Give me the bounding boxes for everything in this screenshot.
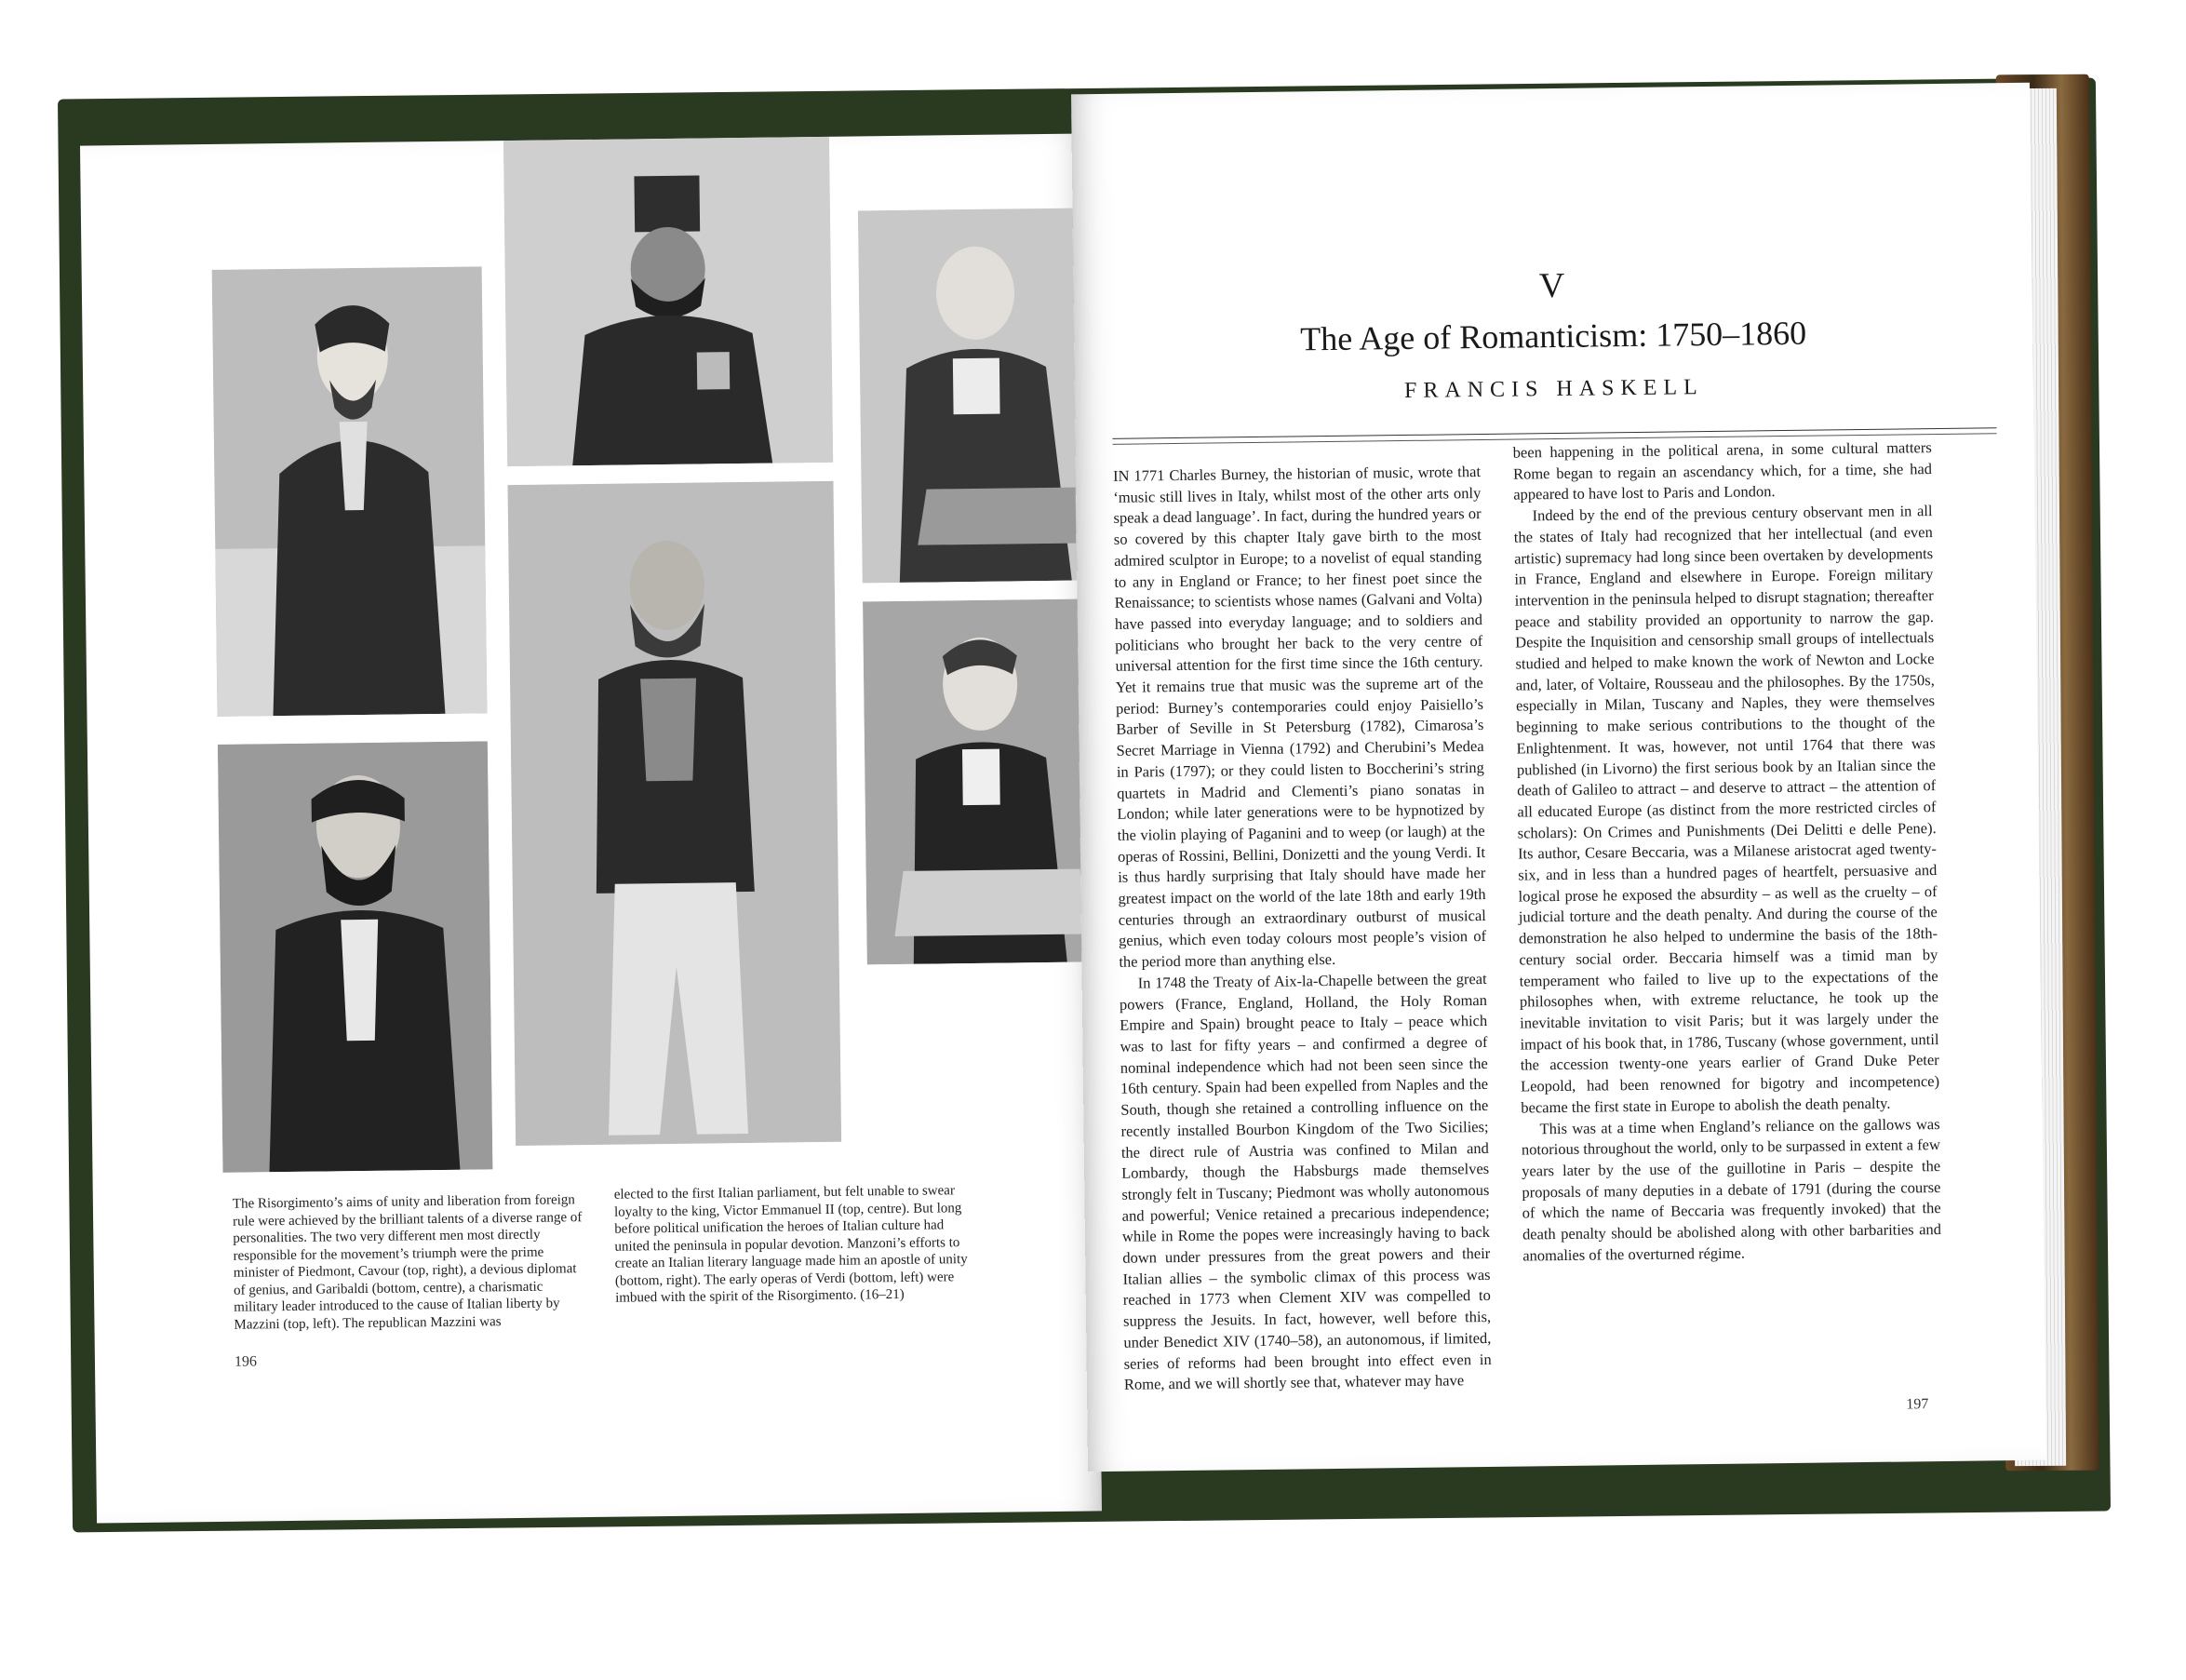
portrait-cavour: [858, 208, 1091, 583]
paragraph: IN 1771 Charles Burney, the historian of music, wrote that ‘music still lives in Italy, whilst most of the other arts only speak a dead language’. In fact, during the hundred years or so covered by this chapter Italy gave birth to the most admired sculptor in Europe; to a novelist of equal standing to any in England or France; to her finest poet since the Renaissance; to scientists whose names (Galvani and Volta) have passed into everyday language; and to soldiers and politicians who brought her back to the very centre of universal attention for the first time since the 16th century. Yet it remains true that music was the supreme art of the period: Burney’s contemporaries could enjoy Paisiello’s Barber of Seville in St Petersburg (1782), Cimarosa’s Secret Marriage in Vienna (1792) and Cherubini’s Medea in Paris (1797); or they could listen to Boccherini’s string quartets in Madrid and Clementi’s piano sonatas in London; while later generations were to be hypnotized by the violin playing of Paganini and to weep (or laugh) at the operas of Rossini, Bellini, Donizetti and the young Verdi. It is thus hardly surprising that Italy should have made her greatest impact on the world of the late 18th and early 19th centuries through an extraordinary outburst of musical genius, which even today colours most people’s vision of the period more than anything else.: [1112, 463, 1487, 971]
portrait-garibaldi: [507, 481, 841, 1146]
portrait-manzoni: [863, 598, 1095, 964]
paragraph: Indeed by the end of the previous century observant men in all the states of Italy had recognized that her intellectual (and even artistic) supremacy had long since been overtaken by developments in France, England and elsewhere in Europe. Foreign military intervention in the peninsula helped to disrupt stagnation; thereafter peace and stability provided an opportunity to narrow the gap. Despite the Inquisition and censorship small groups of intellectuals studied and helped to make known the work of Newton and Locke and, later, of Voltaire, Rousseau and the philosophes. By the 1750s, especially in Milan, Tuscany and Naples, they were themselves beginning to make serious contributions to the thought of the Enlightenment. It was, however, not until 1764 that there was published (in Livorno) the first serious book by an Italian since the death of Galileo to attract – and deserve to attract – the attention of all educated Europe (as distinct from the more restricted circles of scholars): On Crimes and Punishments (Dei Delitti e delle Pene). Its author, Cesare Beccaria, was a Milanese aristocrat aged twenty-six, and in less than a hundred pages of heartfelt, persuasive and logical prose he exposed the absurdity – as well as the cruelty – of judicial torture and the death penalty. And during the course of the demonstration he also helped to undermine the basis of the 18th-century social order. Beccaria himself was a timid man by temperament who failed to live up to the expectations of the philosophes when, with extreme reluctance, he took up the inevitable invitation to visit Paris; but it was largely under the impact of his book that, in 1786, Tuscany (whose government, until the accession twenty-one years earlier of Grand Duke Peter Leopold, had been renowned for bigotry and incompetence) became the first state in Europe to abolish the death penalty.: [1513, 502, 1940, 1117]
page-number-right: 197: [1906, 1396, 1929, 1413]
caption-column-1: The Risorgimento’s aims of unity and liberation from foreign rule were achieved by the brilliant talents of a diverse range of personalities. The two very different men most directly responsible for the movement’s triumph were the prime minister of Piedmont, Cavour (top, right), a devious diplomat of genius, and Garibaldi (bottom, centre), a charismatic military leader introduced to the cause of Italian liberty by Mazzini (top, left). The republican Mazzini was: [232, 1192, 583, 1333]
title-rule: [1113, 427, 1997, 439]
text-column-2: [1513, 437, 1942, 1267]
chapter-title: The Age of Romanticism: 1750–1860: [1300, 314, 1807, 358]
left-page: [80, 133, 1102, 1523]
paragraph: In 1748 the Treaty of Aix-la-Chapelle between the great powers (France, England, Holland, the Holy Roman Empire and Spain) brought peace to Italy – peace which was to last for fifty years – and confirmed a degree of nominal independence which had not been seen since the 16th century. Spain had been expelled from Naples and the South, though she retained a controlling influence on the recently installed Bourbon Kingdom of the Two Sicilies; the direct rule of Austria was confined to Milan and Lombardy, though the Habsburgs made themselves strongly felt in Tuscany; Piedmont was wholly autonomous and powerful; Venice retained a precarious independence; while in Rome the popes were increasingly having to back down under pressures from the great powers and their Italian allies – the symbolic climax of this process was reached in 1773 when Clement XIV was compelled to suppress the Jesuits. In fact, however, well before this, under Benedict XIV (1740–58), an autonomous, if limited, series of reforms had been brought into effect even in Rome, and we will shortly see that, whatever may have: [1119, 969, 1492, 1393]
text-column-1: [1113, 462, 1492, 1396]
right-page: [1071, 83, 2046, 1472]
caption-column-2: elected to the first Italian parliament, but felt unable to swear loyalty to the king, Victor Emmanuel II (top, centre). But long before political unification the heroes of Italian culture had united the peninsula in popular devotion. Manzoni’s efforts to create an Italian literary language made him an apostle of unity (bottom, right). The early operas of Verdi (bottom, left) were imbued with the spirit of the Risorgimento. (16–21): [613, 1183, 968, 1306]
portrait-victor-emmanuel: [503, 137, 833, 466]
paragraph: This was at a time when England’s reliance on the gallows was notorious throughout the world, only to be surpassed in extent a few years later by the use of the guillotine in Paris – despite the proposals of many deputies in a debate of 1791 (during the course of which the name of Beccaria was frequently invoked) that the death penalty should be abolished along with other barbarities and anomalies of the overturned régime.: [1521, 1114, 1942, 1265]
chapter-number: V: [1538, 265, 1567, 306]
chapter-author: FRANCIS HASKELL: [1403, 375, 1704, 403]
page-number-left: 196: [234, 1353, 258, 1370]
paragraph: been happening in the political arena, in some cultural matters Rome began to regain an ascendancy which, for a time, she had appeared to have lost to Paris and London.: [1512, 438, 1933, 504]
portrait-verdi: [218, 741, 493, 1173]
portrait-mazzini: [212, 266, 488, 717]
